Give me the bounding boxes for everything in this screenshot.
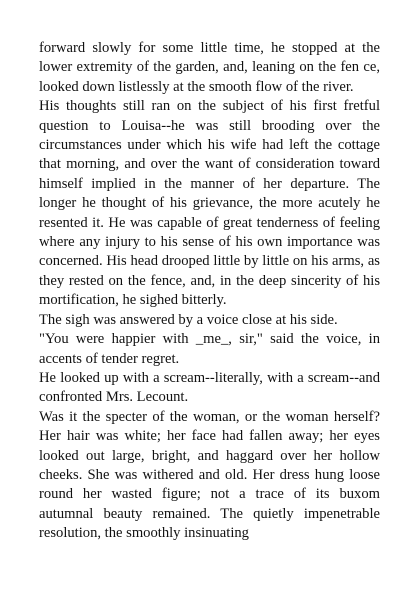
paragraph-2: His thoughts still ran on the subject of his first fretful question to Louisa--he was still brooding over the circumstances under which his wife had left the cottage that morning, and over the want of consideration toward himself implied in the manner of her departure. The longer he thought of his grievance, the more acutely he resented it. He was capable of great tenderness of feeling where any injury to his sense of his own importance was concerned. His head drooped little by little on his arms, as they rested on the fence, and, in the deep sincerity of his mortification, he sighed bitterly.: [39, 98, 380, 309]
paragraph-3: The sigh was answered by a voice close at his side.: [39, 311, 338, 328]
paragraph-4: "You were happier with _me_, sir," said the voice, in accents of tender regret.: [39, 331, 380, 367]
paragraph-1: forward slowly for some little time, he stopped at the lower extremity of the garden, and, leaning on the fen ce, looked down listlessly at the smooth flow of the river.: [39, 40, 380, 95]
document-page: [39, 39, 380, 544]
paragraph-5: He looked up with a scream--literally, with a scream--and confronted Mrs. Lecount.: [39, 369, 380, 406]
paragraph-6: Was it the specter of the woman, or the woman herself? Her hair was white; her face had fallen away; her eyes looked out large, bright, and haggard over her hollow cheeks. She was withered and old. Her dress hung loose round her wasted figure; not a trace of its buxom autumnal beauty remained. The quietly impenetrable resolution, the smoothly insinuating: [39, 408, 380, 542]
